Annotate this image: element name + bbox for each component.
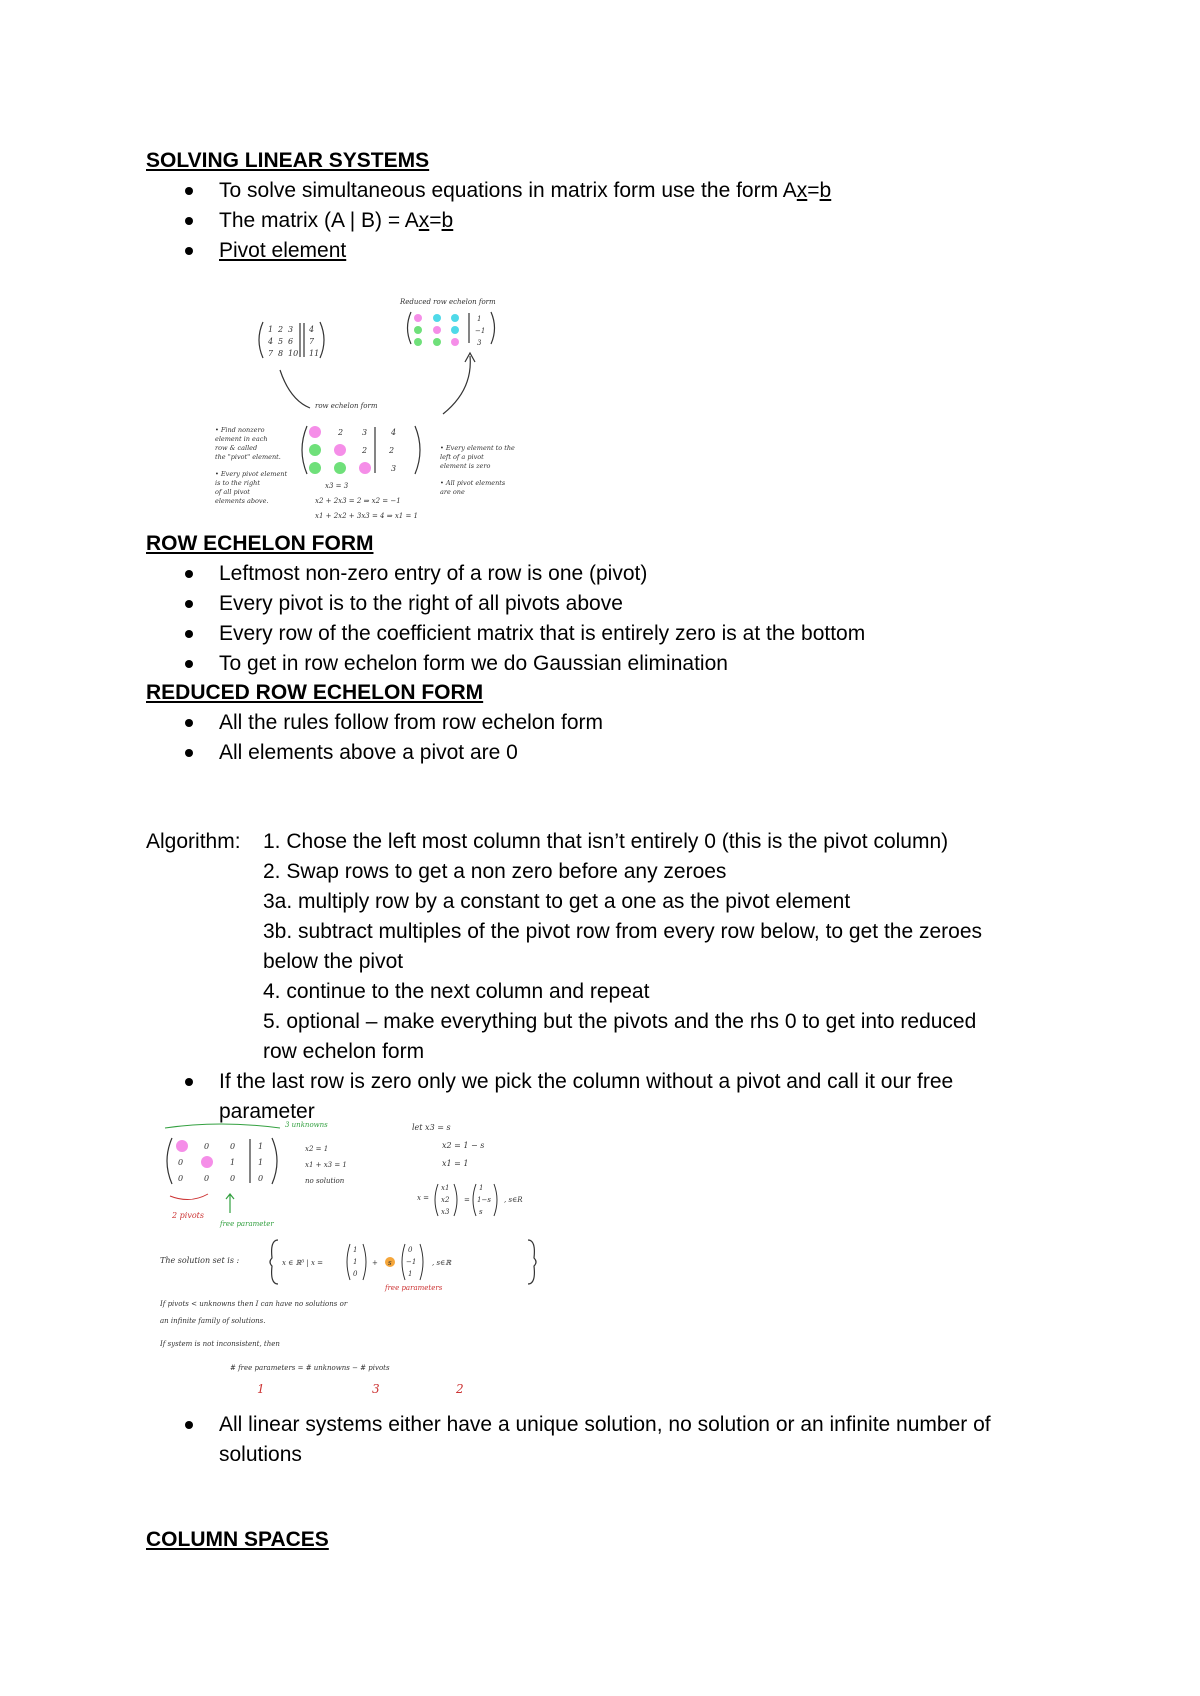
svg-text:0: 0 (230, 1174, 236, 1183)
unknowns-brace (165, 1124, 280, 1128)
svg-text:−1: −1 (406, 1258, 417, 1266)
svg-text:2: 2 (456, 1382, 464, 1396)
bullet-ax-b (219, 176, 831, 206)
svg-text:7: 7 (268, 349, 274, 358)
svg-text:row & called: row & called (215, 444, 258, 452)
algorithm-step: 2. Swap rows to get a non zero before any zeroes (263, 860, 727, 883)
heading-reduced-row-echelon-form: REDUCED ROW ECHELON FORM (146, 681, 484, 704)
bullet-dot (185, 1421, 193, 1429)
svg-text:x1 + x3 = 1: x1 + x3 = 1 (305, 1161, 347, 1169)
svg-text:1: 1 (268, 325, 274, 334)
bullet-dot (185, 719, 193, 727)
dims-label: 3 unknowns (285, 1121, 328, 1129)
svg-text:0: 0 (204, 1174, 210, 1183)
bullet-dot (185, 217, 193, 225)
svg-text:element in each: element in each (215, 435, 268, 443)
svg-text:1−s: 1−s (477, 1196, 491, 1204)
algorithm-step: 4. continue to the next column and repeat (263, 980, 650, 1003)
bullet-text-continued: parameter (219, 1100, 315, 1123)
bullet-text: Every pivot is to the right of all pivots above (219, 592, 623, 615)
svg-text:x1 + 2x2 + 3x3 = 4 ⇒ x1 = 1: x1 + 2x2 + 3x3 = 4 ⇒ x1 = 1 (315, 512, 418, 520)
bullet-text: If the last row is zero only we pick the column without a pivot and call it our free (219, 1070, 954, 1093)
arrow-up-icon (226, 1194, 234, 1213)
svg-text:x1: x1 (441, 1184, 450, 1192)
bullet-dot (185, 600, 193, 608)
svg-text:of all pivot: of all pivot (215, 488, 250, 496)
algorithm-step: 3a. multiply row by a constant to get a one as the pivot element (263, 890, 851, 913)
svg-text:1: 1 (258, 1158, 264, 1167)
svg-text:1: 1 (230, 1158, 236, 1167)
svg-text:x1 = 1: x1 = 1 (442, 1159, 469, 1168)
row-echelon-label: row echelon form (315, 402, 378, 410)
bullet-dot (185, 630, 193, 638)
reduced-form-label: Reduced row echelon form (400, 298, 496, 306)
algorithm-step: 5. optional – make everything but the pivots and the rhs 0 to get into reduced (263, 1010, 977, 1033)
bullet-text-continued: solutions (219, 1443, 302, 1466)
arrow-up-icon (443, 356, 470, 414)
svg-text:4: 4 (268, 337, 274, 346)
svg-text:2: 2 (362, 446, 368, 455)
vector-x: x (796, 179, 808, 202)
svg-text:# free parameters = # unknow: # free parameters = # unknowns − # pivots (230, 1364, 390, 1372)
free-param-label: free parameter (220, 1220, 274, 1228)
bullet-dot (185, 247, 193, 255)
bullet-dot (185, 570, 193, 578)
algorithm-step: 3b. subtract multiples of the pivot row from every row below, to get the zeroes (263, 920, 983, 943)
algorithm-step: 1. Chose the left most column that isn’t entirely 0 (this is the pivot column) (263, 830, 949, 853)
pivots-brace (170, 1194, 208, 1200)
svg-text:If pivots < unknowns then I: If pivots < unknowns then I can have no solutions or (160, 1300, 348, 1308)
bullet-text: All elements above a pivot are 0 (219, 741, 518, 764)
equals: = (429, 209, 442, 232)
svg-text:1: 1 (353, 1246, 358, 1254)
svg-text:• All pivot elements: • All pivot elements (440, 479, 506, 487)
svg-text:0: 0 (178, 1174, 184, 1183)
bullet-text: To solve simultaneous equations in matrix form use the form A (219, 179, 797, 202)
svg-text:1: 1 (477, 315, 482, 323)
svg-text:6: 6 (288, 337, 294, 346)
svg-text:3: 3 (288, 325, 294, 334)
svg-text:x3: x3 (441, 1208, 450, 1216)
svg-text:x =: x = (417, 1194, 430, 1202)
svg-text:0: 0 (408, 1246, 413, 1254)
bullet-text: To get in row echelon form we do Gaussian elimination (219, 652, 728, 675)
bullet-augmented-matrix (219, 206, 453, 236)
bullet-text: All the rules follow from row echelon form (219, 711, 603, 734)
arrow-down-icon (280, 370, 310, 408)
svg-text:4: 4 (309, 325, 315, 334)
svg-text:5: 5 (278, 337, 284, 346)
svg-text:• Find nonzero: • Find nonzero (215, 426, 265, 434)
svg-text:If system is not inconsistent,: If system is not inconsistent, then (160, 1340, 280, 1348)
svg-text:x ∈ ℝ³ | x =: x ∈ ℝ³ | x = (282, 1259, 324, 1267)
svg-text:0: 0 (230, 1142, 236, 1151)
bullet-dot (185, 1078, 193, 1086)
row-echelon-sketch (215, 290, 550, 530)
svg-text:element is zero: element is zero (440, 462, 491, 470)
vector-x: x (418, 209, 430, 232)
svg-text:2: 2 (389, 446, 395, 455)
svg-text:are one: are one (440, 488, 465, 496)
svg-text:0: 0 (204, 1142, 210, 1151)
pivot-circle (201, 1156, 213, 1168)
svg-text:an infinite family of solution: an infinite family of solutions. (160, 1317, 266, 1325)
svg-text:+: + (372, 1259, 378, 1267)
matrix-equations (305, 1145, 347, 1185)
heading-column-spaces: COLUMN SPACES (146, 1528, 329, 1551)
svg-text:=: = (464, 1196, 470, 1204)
right-note (440, 444, 515, 496)
solution-set-label: The solution set is : (160, 1256, 240, 1265)
svg-text:left of a pivot: left of a pivot (440, 453, 484, 461)
svg-text:3: 3 (362, 428, 368, 437)
vector-b: b (819, 179, 832, 202)
svg-text:x3 = 3: x3 = 3 (325, 482, 349, 490)
bullet-dot (185, 660, 193, 668)
svg-text:elements above.: elements above. (215, 497, 269, 505)
svg-text:3: 3 (477, 339, 482, 347)
free-params-label: free parameters (385, 1284, 443, 1292)
svg-text:0: 0 (178, 1158, 184, 1167)
bullet-text: All linear systems either have a unique solution, no solution or an infinite number of (219, 1413, 991, 1436)
svg-text:0: 0 (353, 1270, 358, 1278)
bullet-text: Every row of the coefficient matrix that is entirely zero is at the bottom (219, 622, 866, 645)
svg-text:, s∈R: , s∈R (504, 1196, 523, 1204)
svg-text:is to the right: is to the right (215, 479, 260, 487)
svg-text:s: s (388, 1259, 392, 1267)
svg-text:3: 3 (372, 1382, 380, 1396)
svg-text:4: 4 (391, 428, 397, 437)
svg-text:• Every pivot element: • Every pivot element (215, 470, 288, 478)
svg-text:7: 7 (309, 337, 315, 346)
svg-text:11: 11 (309, 349, 320, 358)
bullet-pivot-element: Pivot element (219, 239, 347, 262)
svg-text:x2 = 1 − s: x2 = 1 − s (442, 1141, 485, 1150)
equals: = (807, 179, 820, 202)
pivots-label: 2 pivots (172, 1211, 204, 1220)
svg-text:x2 = 1: x2 = 1 (305, 1145, 329, 1153)
svg-text:• Every element to the: • Every element to the (440, 444, 515, 452)
svg-text:1: 1 (408, 1270, 413, 1278)
handwritten-notes (160, 1300, 390, 1372)
back-substitution (315, 482, 418, 520)
svg-text:1: 1 (257, 1382, 265, 1396)
svg-text:2: 2 (338, 428, 344, 437)
svg-text:no solution: no solution (305, 1177, 345, 1185)
svg-text:2: 2 (278, 325, 284, 334)
vector-b: b (441, 209, 454, 232)
algorithm-step: row echelon form (263, 1040, 425, 1063)
pivot-circle (176, 1140, 188, 1152)
svg-text:8: 8 (278, 349, 284, 358)
svg-text:1: 1 (479, 1184, 484, 1192)
original-matrix-entries (267, 325, 319, 358)
svg-text:x2: x2 (441, 1196, 450, 1204)
heading-row-echelon-form: ROW ECHELON FORM (146, 532, 374, 555)
svg-text:10: 10 (288, 349, 299, 358)
svg-text:x2 + 2x3 = 2 ⇒ x2 = −1: x2 + 2x3 = 2 ⇒ x2 = −1 (315, 497, 401, 505)
algorithm-step: below the pivot (263, 950, 404, 973)
svg-text:3: 3 (391, 464, 397, 473)
parameter-definitions (412, 1123, 484, 1168)
reduced-matrix-circles (414, 314, 459, 346)
bullet-text: The matrix (A | B) = A (219, 209, 419, 232)
bullet-text: Leftmost non-zero entry of a row is one (pivot) (219, 562, 648, 585)
svg-text:−1: −1 (475, 327, 486, 335)
svg-text:1: 1 (258, 1142, 264, 1151)
heading-solving-linear-systems: SOLVING LINEAR SYSTEMS (146, 149, 430, 172)
svg-text:s: s (479, 1208, 483, 1216)
free-parameter-sketch (160, 1118, 580, 1408)
bullet-dot (185, 749, 193, 757)
svg-text:, s∈ℝ: , s∈ℝ (432, 1259, 452, 1267)
algorithm-label: Algorithm: (146, 830, 241, 853)
svg-text:let x3 = s: let x3 = s (412, 1123, 451, 1132)
left-note (215, 426, 287, 505)
svg-text:0: 0 (258, 1174, 264, 1183)
svg-text:the "pivot" element.: the "pivot" element. (215, 453, 281, 461)
formula-numbers (257, 1382, 464, 1396)
bullet-dot (185, 187, 193, 195)
svg-text:1: 1 (353, 1258, 358, 1266)
